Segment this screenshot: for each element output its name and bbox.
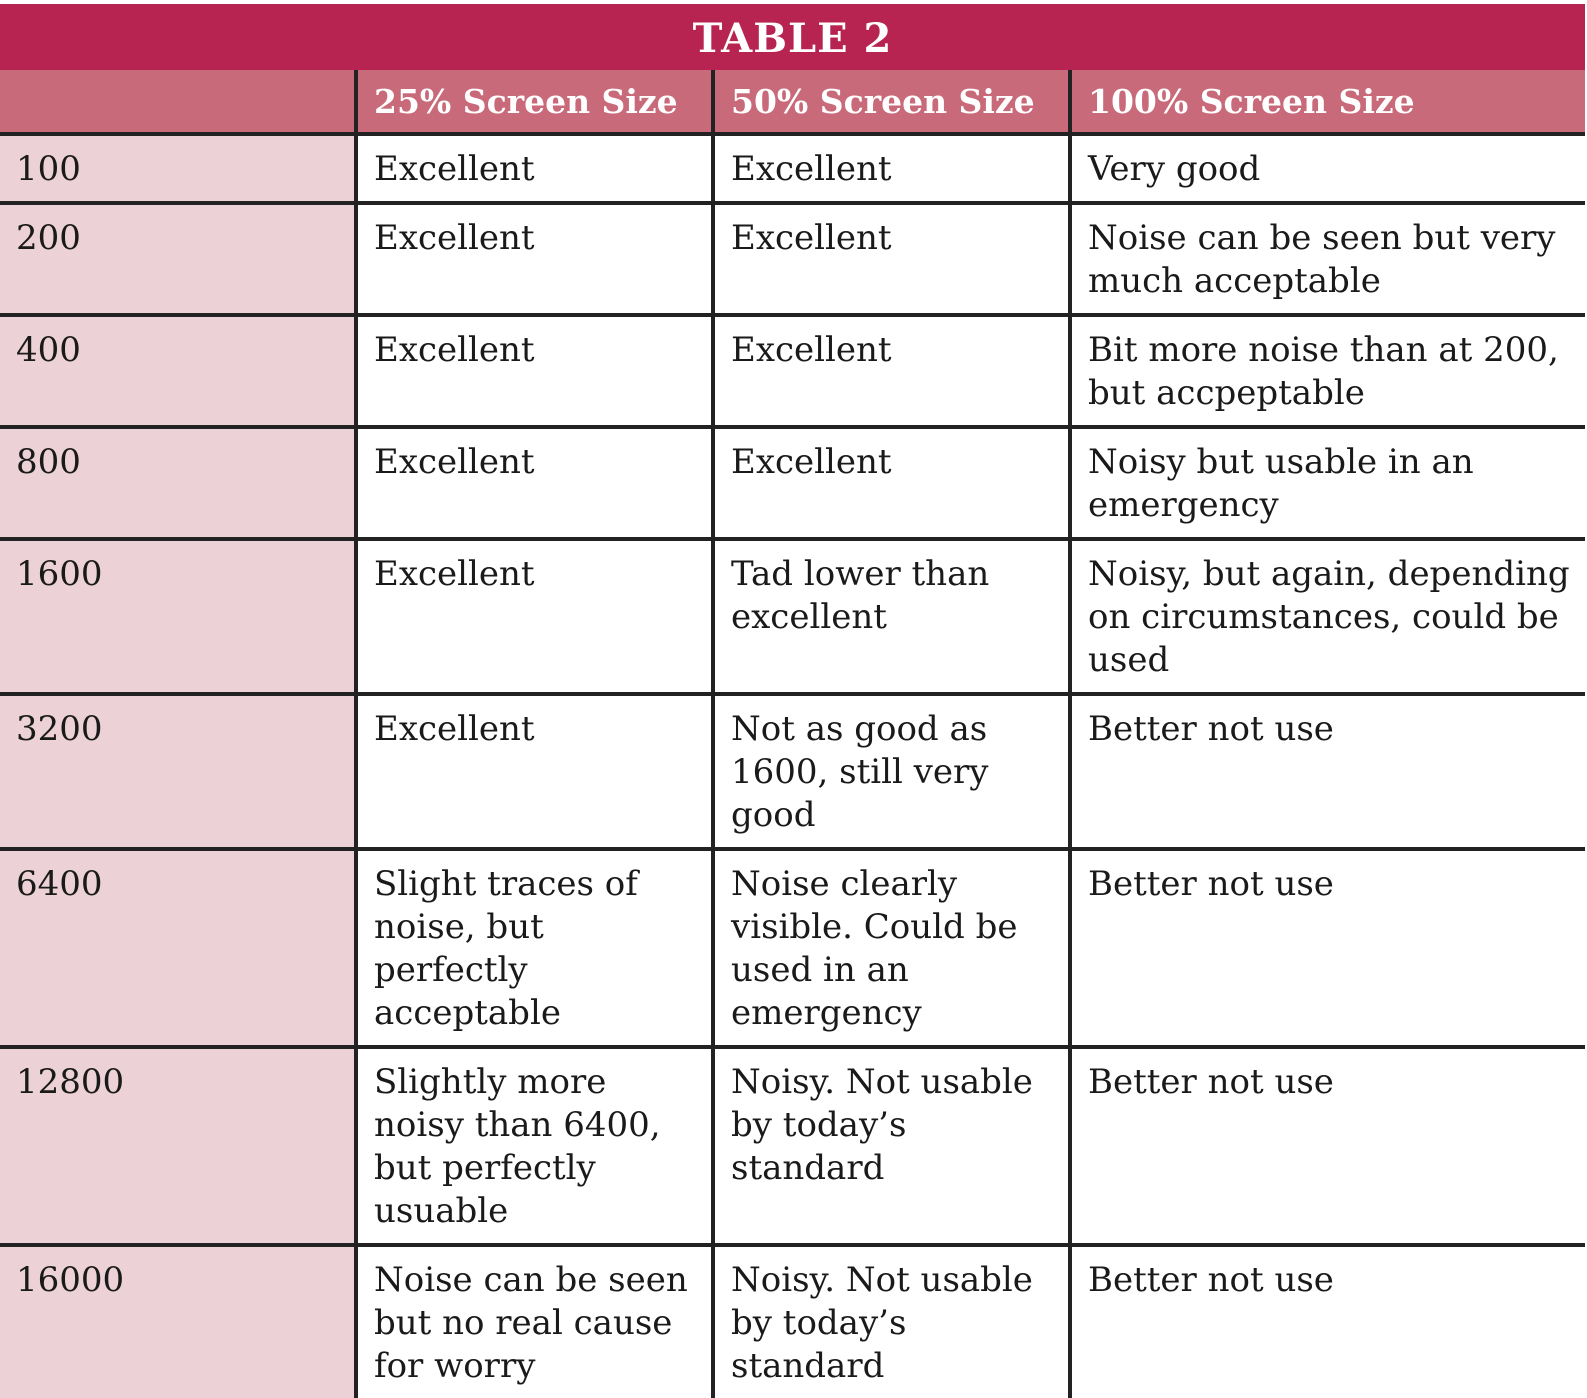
cell-100-percent: Bit more noise than at 200, but accpeptable (1070, 315, 1585, 427)
cell-100-percent: Noisy, but again, depending on circumstances, could be used (1070, 539, 1585, 694)
header-row (0, 70, 1585, 134)
iso-value: 6400 (0, 849, 356, 1047)
cell-25-percent: Excellent (356, 694, 713, 849)
cell-100-percent: Better not use (1070, 1047, 1585, 1245)
cell-50-percent: Not as good as 1600, still very good (713, 694, 1070, 849)
cell-100-percent: Better not use (1070, 694, 1585, 849)
iso-value: 400 (0, 315, 356, 427)
cell-25-percent: Excellent (356, 134, 713, 203)
cell-50-percent: Excellent (713, 315, 1070, 427)
table-row (0, 849, 1585, 1047)
cell-50-percent: Excellent (713, 134, 1070, 203)
iso-value: 16000 (0, 1245, 356, 1398)
table-row (0, 1047, 1585, 1245)
cell-50-percent: Noisy. Not usable by today’s standard (713, 1245, 1070, 1398)
iso-value: 100 (0, 134, 356, 203)
cell-25-percent: Slight traces of noise, but perfectly acceptable (356, 849, 713, 1047)
data-table (0, 70, 1585, 1398)
table-row (0, 427, 1585, 539)
cell-25-percent: Excellent (356, 203, 713, 315)
table-row (0, 539, 1585, 694)
iso-value: 12800 (0, 1047, 356, 1245)
table-row (0, 315, 1585, 427)
table-row (0, 694, 1585, 849)
iso-value: 800 (0, 427, 356, 539)
table-row (0, 134, 1585, 203)
cell-50-percent: Noise clearly visible. Could be used in an emergency (713, 849, 1070, 1047)
cell-25-percent: Slightly more noisy than 6400, but perfectly usuable (356, 1047, 713, 1245)
cell-25-percent: Excellent (356, 539, 713, 694)
iso-noise-table (0, 4, 1585, 1398)
cell-100-percent: Noisy but usable in an emergency (1070, 427, 1585, 539)
table-row (0, 1245, 1585, 1398)
iso-value: 3200 (0, 694, 356, 849)
cell-100-percent: Better not use (1070, 849, 1585, 1047)
cell-100-percent: Noise can be seen but very much acceptable (1070, 203, 1585, 315)
iso-value: 200 (0, 203, 356, 315)
cell-50-percent: Tad lower than excellent (713, 539, 1070, 694)
cell-25-percent: Excellent (356, 315, 713, 427)
cell-100-percent: Better not use (1070, 1245, 1585, 1398)
cell-50-percent: Excellent (713, 427, 1070, 539)
table-row (0, 203, 1585, 315)
cell-50-percent: Excellent (713, 203, 1070, 315)
iso-value: 1600 (0, 539, 356, 694)
cell-50-percent: Noisy. Not usable by today’s standard (713, 1047, 1070, 1245)
header-25-percent: 25% Screen Size (356, 70, 713, 134)
header-iso (0, 70, 356, 134)
table-title: TABLE 2 (0, 4, 1585, 70)
header-100-percent: 100% Screen Size (1070, 70, 1585, 134)
header-50-percent: 50% Screen Size (713, 70, 1070, 134)
cell-100-percent: Very good (1070, 134, 1585, 203)
cell-25-percent: Noise can be seen but no real cause for worry (356, 1245, 713, 1398)
cell-25-percent: Excellent (356, 427, 713, 539)
